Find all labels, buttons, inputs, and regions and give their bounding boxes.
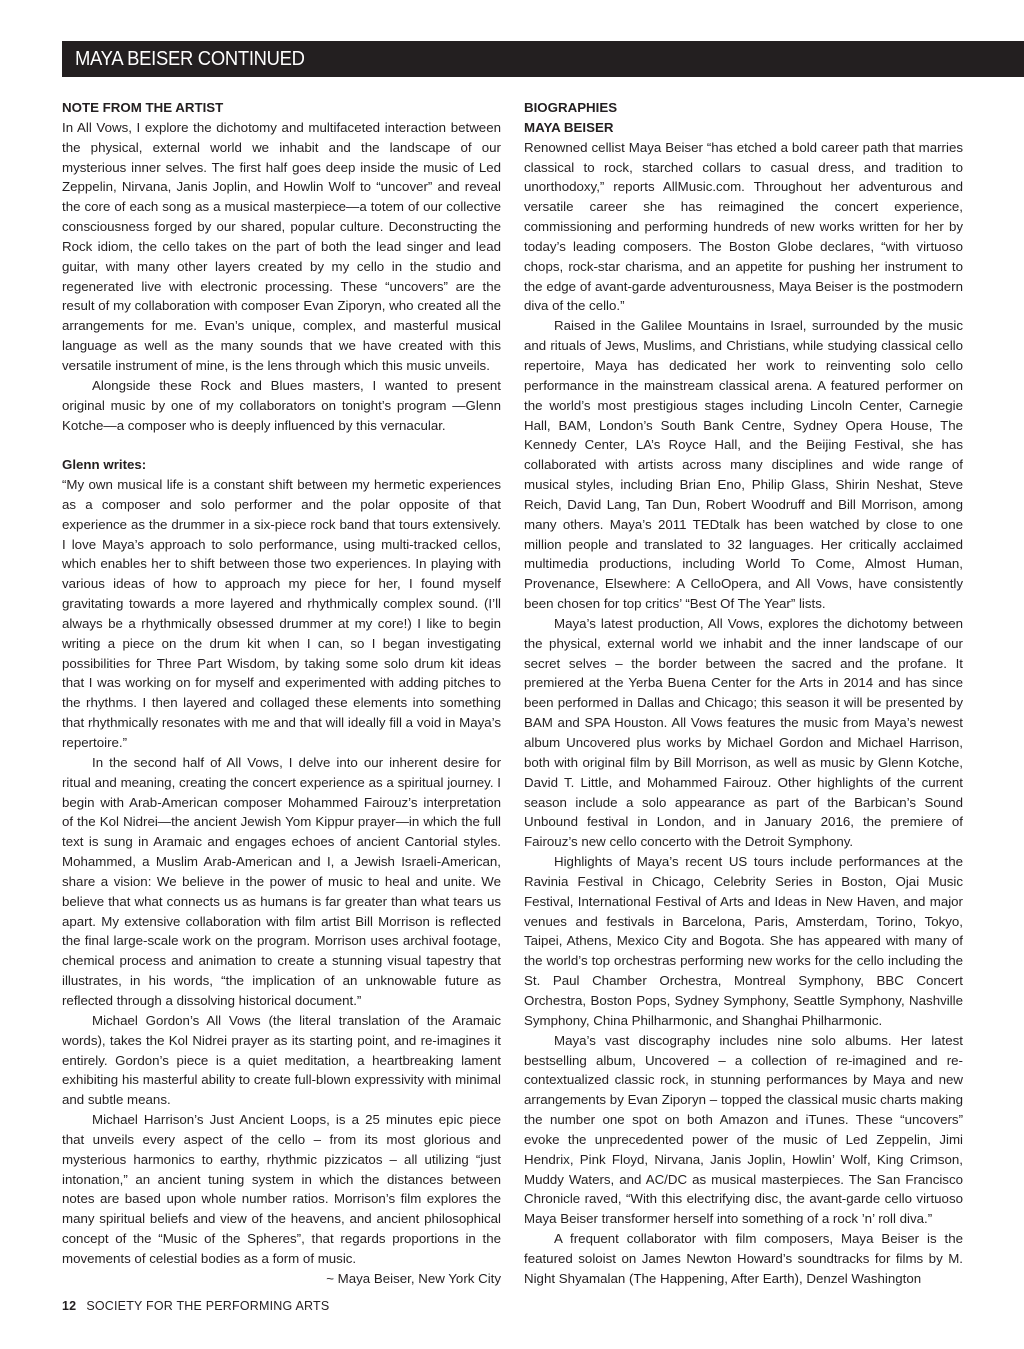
bio-paragraph: Highlights of Maya’s recent US tours include performances at the Ravinia Festival in Chicago, Celebrity Series in Boston, Ojai Music Festival, International Festival of Arts and Ideas in New Haven, and major venues and festivals in Barcelona, Paris, Amsterdam, Torino, Tokyo, Taipei, Athens, Mexico City and Bogota. She has appeared with many of the world’s top orchestras performing new works for the cello including the St. Paul Chamber Orchestra, Montreal Symphony, BBC Concert Orchestra, Boston Pops, Sydney Symphony, Seattle Symphony, Nashville Symphony, China Philharmonic, and Shanghai Philharmonic. <box>524 854 963 1028</box>
bio-paragraph: A frequent collaborator with film composers, Maya Beiser is the featured soloist on James Newton Howard’s soundtracks for films by M. Night Shyamalan (The Happening, After Earth), Denzel Washington <box>524 1231 963 1286</box>
page-number: 12 <box>62 1299 77 1313</box>
signature: ~ Maya Beiser, New York City <box>326 1270 501 1286</box>
right-column <box>524 98 963 1289</box>
body-paragraph: In the second half of All Vows, I delve into our inherent desire for ritual and meaning, creating the concert experience as a spiritual journey. I begin with Arab-American composer Mohammed Fairouz’s interpretation of the Kol Nidrei—the ancient Jewish Yom Kippur prayer—in which the full text is sung in Aramaic and engages echoes of ancient Cantorial styles. Mohammed, a Muslim Arab-American and I, a Jewish Israeli-American, share a vision: We believe in the power of music to heal and unite. We believe that what connects us as humans is far greater than what tears us apart. My extensive collaboration with film artist Bill Morrison is reflected the final large-scale work on the program. Morrison uses archival footage, chemical process and animation to create a stunning visual tapestry that illustrates, in his words, “the implication of an unknowable future as reflected through a dissolving historical document.” <box>62 754 501 1008</box>
note-paragraph: In All Vows, I explore the dichotomy and multifaceted interaction between the physical, external world we inhabit and the landscape of our mysterious inner selves. The first half goes deep inside the music of Led Zeppelin, Nirvana, Janis Joplin, and Howlin Wolf to “uncover” and reveal the core of each song as a musical masterpiece—a totem of our collective consciousness forged by our shared, popular culture. Deconstructing the Rock idiom, the cello takes on the part of both the lead singer and lead guitar, with many other layers created by my cello in the studio and regenerated live with electronic processing. These “uncovers” are the result of my collaboration with composer Evan Ziporyn, who created all the arrangements for me. Evan’s unique, complex, and masterful musical language as well as the many sounds that we have created with this versatile instrument of mine, is the lens through which this music unveils. <box>62 119 501 373</box>
bio-paragraph: Renowned cellist Maya Beiser “has etched a bold career path that marries classical to rock, starched collars to casual dress, and tradition to unorthodoxy,” reports AllMusic.com. Throughout her adventurous and versatile career she has reimagined the concert experience, commissioning and performing hundreds of new works written for her by today’s leading composers. The Boston Globe declares, “with virtuoso chops, rock-star charisma, and an appetite for pushing her instrument to the edge of avant-garde adventurousness, Maya Beiser is the postmodern diva of the cello.” <box>524 139 963 314</box>
spacer <box>62 435 501 455</box>
header-banner <box>62 41 1024 77</box>
body-paragraph: Michael Harrison’s Just Ancient Loops, is a 25 minutes epic piece that unveils every aspect of the cello – from its most glorious and mysterious harmonics to earthy, rhythmic pizzicatos – all utilizing “just intonation,” an ancient tuning system in which the distances between notes are based upon whole number ratios. Morrison’s film explores the many spiritual beliefs and view of the heavens, and ancient philosophical concept of the “Music of the Spheres”, that regards proportions in the movements of celestial bodies as a form of music. <box>62 1112 501 1266</box>
note-heading: NOTE FROM THE ARTIST <box>62 100 224 115</box>
page-footer <box>62 1299 329 1313</box>
name-heading: MAYA BEISER <box>524 119 614 135</box>
left-column <box>62 98 501 1289</box>
publication-name: SOCIETY FOR THE PERFORMING ARTS <box>86 1299 330 1313</box>
bio-paragraph: Maya’s vast discography includes nine solo albums. Her latest bestselling album, Uncovered – a collection of re-imagined and re-contextualized classic rock, in stunning performances by Maya and new arrangements by Evan Ziporyn – topped the classical music charts making the number one spot on both Amazon and iTunes. These “uncovers” evoke the unprecedented power of the music of Led Zeppelin, Jimi Hendrix, Pink Floyd, Nirvana, Janis Joplin, Howlin’ Wolf, King Crimson, Muddy Waters, and AC/DC as musical masterpieces. The San Francisco Chronicle raved, “With this electrifying disc, the avant-garde cello virtuoso Maya Beiser transformer herself into something of a rock ’n’ roll diva.” <box>524 1032 963 1227</box>
bio-paragraph: Raised in the Galilee Mountains in Israel, surrounded by the music and rituals of Jews, Muslims, and Christians, while studying classical cello repertoire, Maya has dedicated her work to reinventing solo cello performance in the mainstream classical arena. A featured performer on the world’s most prestigious stages including Lincoln Center, Carnegie Hall, BAM, London’s South Bank Centre, Sydney Opera House, The Kennedy Center, LA’s Royce Hall, and the Beijing Festival, she has collaborated with artists across many disciplines and wide range of musical styles, including Brian Eno, Philip Glass, Shirin Neshat, Steve Reich, David Lang, Tan Dun, Robert Woodruff and Bill Morrison, among many others. Maya’s 2011 TEDtalk has been watched by close to one million people and translated to 32 languages. Her critically acclaimed multimedia productions, including World To Come, Almost Human, Provenance, Elsewhere: A CelloOpera, and All Vows, have consistently been chosen for top critics’ “Best Of The Year” lists. <box>524 318 963 612</box>
bio-paragraph: Maya’s latest production, All Vows, explores the dichotomy between the physical, external world we inhabit and the inner landscape of our secret selves – the border between the sacred and the profane. It premiered at the Yerba Buena Center for the Arts in 2014 and has since been performed in Dallas and Chicago; this season it will be presented by BAM and SPA Houston. All Vows features the music from Maya’s newest album Uncovered plus works by Michael Gordon and Michael Harrison, both with original film by Bill Morrison, as well as music by Glenn Kotche, David T. Little, and Mohammed Fairouz. Other highlights of the current season include a solo appearance as part of the Barbican’s Sound Unbound festival in London, and in January 2016, the premiere of Fairouz’s new cello concerto with the Detroit Symphony. <box>524 615 963 850</box>
glenn-heading: Glenn writes: <box>62 457 147 473</box>
note-paragraph: Alongside these Rock and Blues masters, I wanted to present original music by one of my collaborators on tonight’s program —Glenn Kotche—a composer who is deeply influenced by this vernacular. <box>62 377 501 433</box>
section-heading: BIOGRAPHIES <box>524 100 618 115</box>
body-paragraph: Michael Gordon’s All Vows (the literal translation of the Aramaic words), takes the Kol Nidrei prayer as its starting point, and re-imagines it entirely. Gordon’s piece is a quiet meditation, a heartbreaking lament exhibiting his masterful ability to create full-blown expressivity with minimal and subtle means. <box>62 1012 501 1108</box>
glenn-paragraph: “My own musical life is a constant shift between my hermetic experiences as a composer and solo performer and the polar opposite of that experience as the drummer in a six-piece rock band that tours extensively. I love Maya’s approach to solo performance, using multi-tracked cellos, which enables her to shift between those two experiences. In playing with various ideas of how to approach my piece for her, I found myself gravitating towards a more layered and rhythmically complex sound. (I’ll always be a rhythmically obsessed drummer at my core!) I like to begin writing a piece on the drum kit when I can, so I began investigating possibilities for Three Part Wisdom, by taking some solo drum kit ideas that I was working on for myself and experimented with adding pitches to the rhythms. I then layered and collaged these elements into something that rhythmically resonates with me and that will ideally fill a void in Maya’s repertoire.” <box>62 477 501 750</box>
page-title: MAYA BEISER CONTINUED <box>75 48 305 70</box>
